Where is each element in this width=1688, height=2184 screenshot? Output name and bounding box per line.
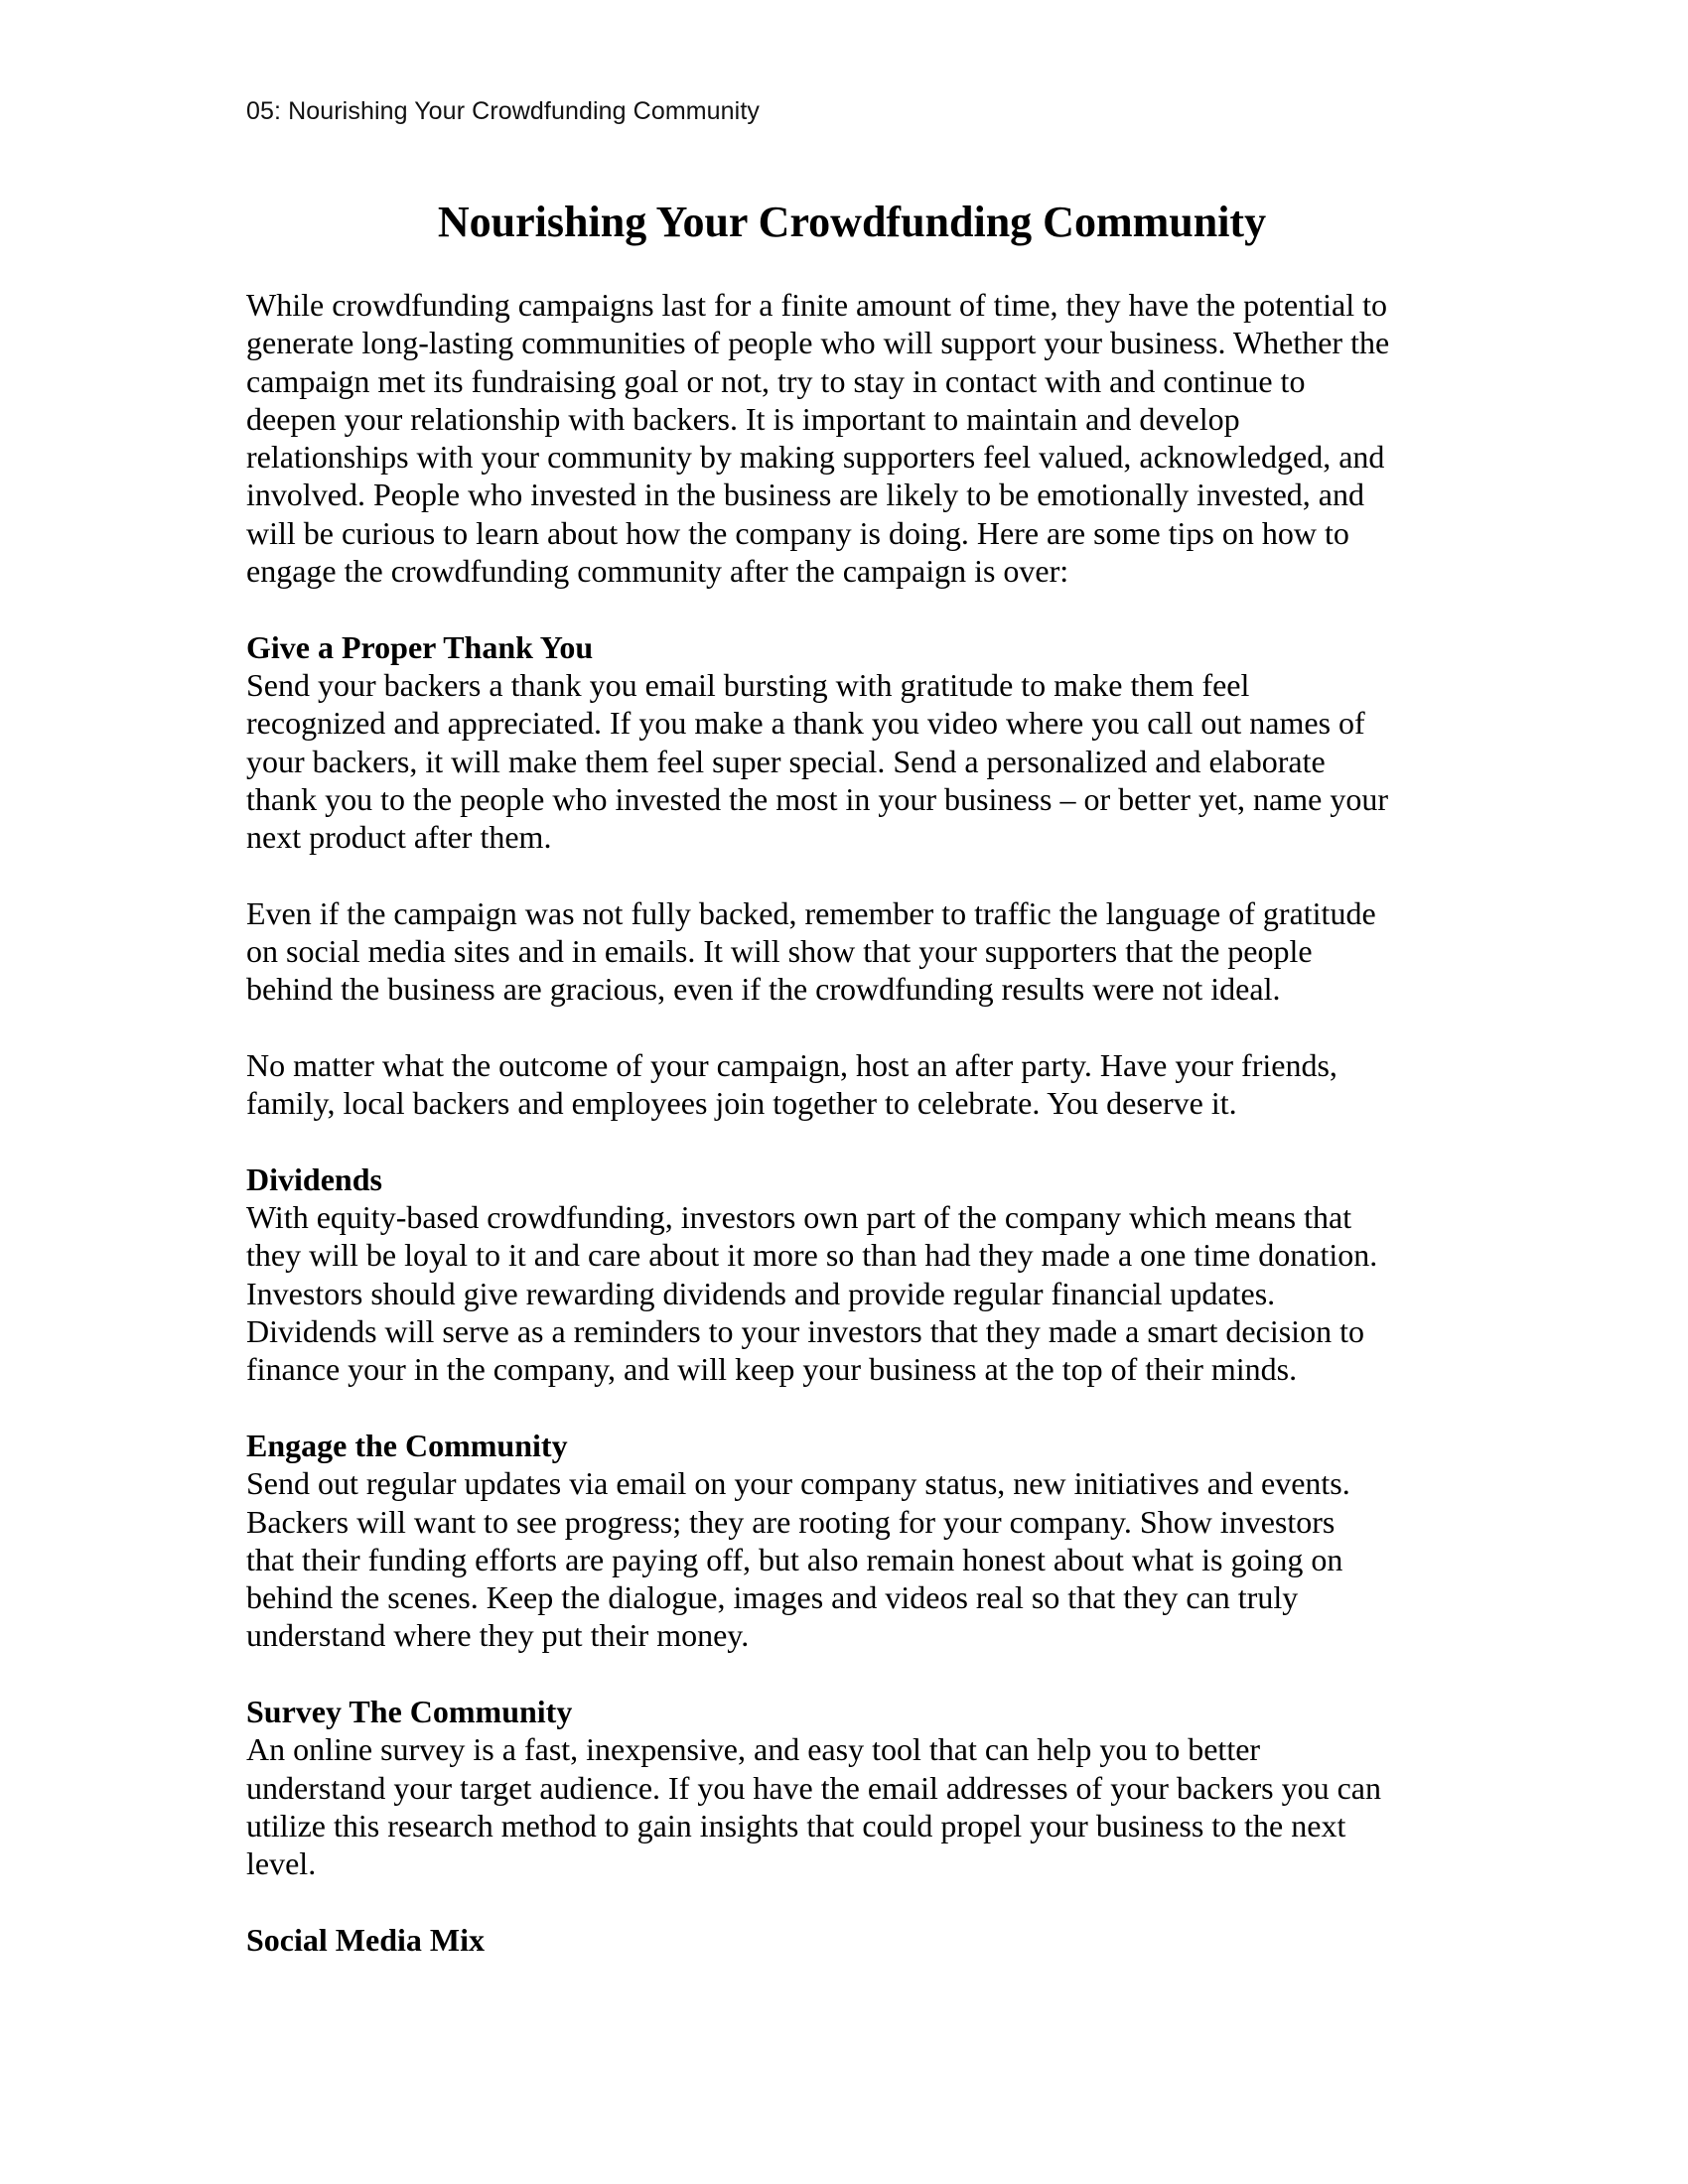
text-line: involved. People who invested in the business are likely to be emotionally invested, and: [246, 477, 1364, 513]
text-line: family, local backers and employees join together to celebrate. You deserve it.: [246, 1085, 1237, 1122]
text-line: understand your target audience. If you have the email addresses of your backers you can: [246, 1769, 1381, 1806]
text-line: Backers will want to see progress; they are rooting for your company. Show investors: [246, 1503, 1336, 1540]
text-line: Even if the campaign was not fully backed, remember to traffic the language of gratitude: [246, 894, 1376, 931]
text-line: generate long-lasting communities of people who will support your business. Whether the: [246, 325, 1390, 361]
section-heading: Survey The Community: [246, 1693, 573, 1729]
text-line: No matter what the outcome of your campaign, host an after party. Have your friends,: [246, 1046, 1337, 1083]
text-line: Send out regular updates via email on your company status, new initiatives and events.: [246, 1465, 1350, 1502]
section-heading: Give a Proper Thank You: [246, 628, 594, 665]
text-line: recognized and appreciated. If you make a thank you video where you call out names of: [246, 705, 1365, 742]
text-line: next product after them.: [246, 819, 552, 856]
section-heading: Social Media Mix: [246, 1921, 485, 1958]
text-line: your backers, it will make them feel super special. Send a personalized and elaborate: [246, 743, 1326, 779]
text-line: behind the scenes. Keep the dialogue, images and videos real so that they can truly: [246, 1579, 1299, 1616]
text-line: Dividends will serve as a reminders to your investors that they made a smart decision to: [246, 1313, 1364, 1350]
text-line: deepen your relationship with backers. It is important to maintain and develop: [246, 400, 1240, 437]
section-dividends: [246, 1160, 1458, 1389]
text-line: relationships with your community by making supporters feel valued, acknowledged, and: [246, 439, 1385, 476]
thank-you-paragraph-3: [246, 1046, 1458, 1123]
text-line: behind the business are gracious, even if the crowdfunding results were not ideal.: [246, 971, 1281, 1008]
text-line: finance your in the company, and will keep your business at the top of their minds.: [246, 1351, 1298, 1388]
text-line: thank you to the people who invested the most in your business – or better yet, name your: [246, 780, 1388, 817]
section-social-media: [246, 1921, 1458, 1959]
text-line: Send your backers a thank you email bursting with gratitude to make them feel: [246, 666, 1250, 703]
section-engage: [246, 1427, 1458, 1655]
text-line: Investors should give rewarding dividends and provide regular financial updates.: [246, 1275, 1276, 1311]
page-title: Nourishing Your Crowdfunding Community: [437, 198, 1267, 246]
text-line: campaign met its fundraising goal or not, try to stay in contact with and continue to: [246, 362, 1306, 399]
text-line: that their funding efforts are paying off, but also remain honest about what is going on: [246, 1541, 1343, 1577]
text-line: While crowdfunding campaigns last for a finite amount of time, they have the potential to: [246, 287, 1387, 323]
document-body: [246, 286, 1458, 1996]
text-line: utilize this research method to gain insights that could propel your business to the next: [246, 1807, 1346, 1843]
section-survey: [246, 1693, 1458, 1882]
text-line: An online survey is a fast, inexpensive, and easy tool that can help you to better: [246, 1731, 1261, 1768]
text-line: on social media sites and in emails. It will show that your supporters that the people: [246, 933, 1313, 970]
thank-you-paragraph-2: [246, 894, 1458, 1009]
text-line: they will be loyal to it and care about it more so than had they made a one time donation.: [246, 1237, 1378, 1274]
text-line: With equity-based crowdfunding, investors own part of the company which means that: [246, 1199, 1352, 1236]
text-line: level.: [246, 1845, 317, 1882]
intro-paragraph: [246, 286, 1458, 590]
section-heading: Engage the Community: [246, 1427, 568, 1463]
text-line: will be curious to learn about how the company is doing. Here are some tips on how to: [246, 514, 1349, 551]
section-thank-you: [246, 628, 1458, 857]
section-heading: Dividends: [246, 1160, 382, 1197]
text-line: engage the crowdfunding community after the campaign is over:: [246, 553, 1069, 590]
text-line: understand where they put their money.: [246, 1617, 750, 1654]
running-header: 05: Nourishing Your Crowdfunding Community: [246, 97, 760, 125]
